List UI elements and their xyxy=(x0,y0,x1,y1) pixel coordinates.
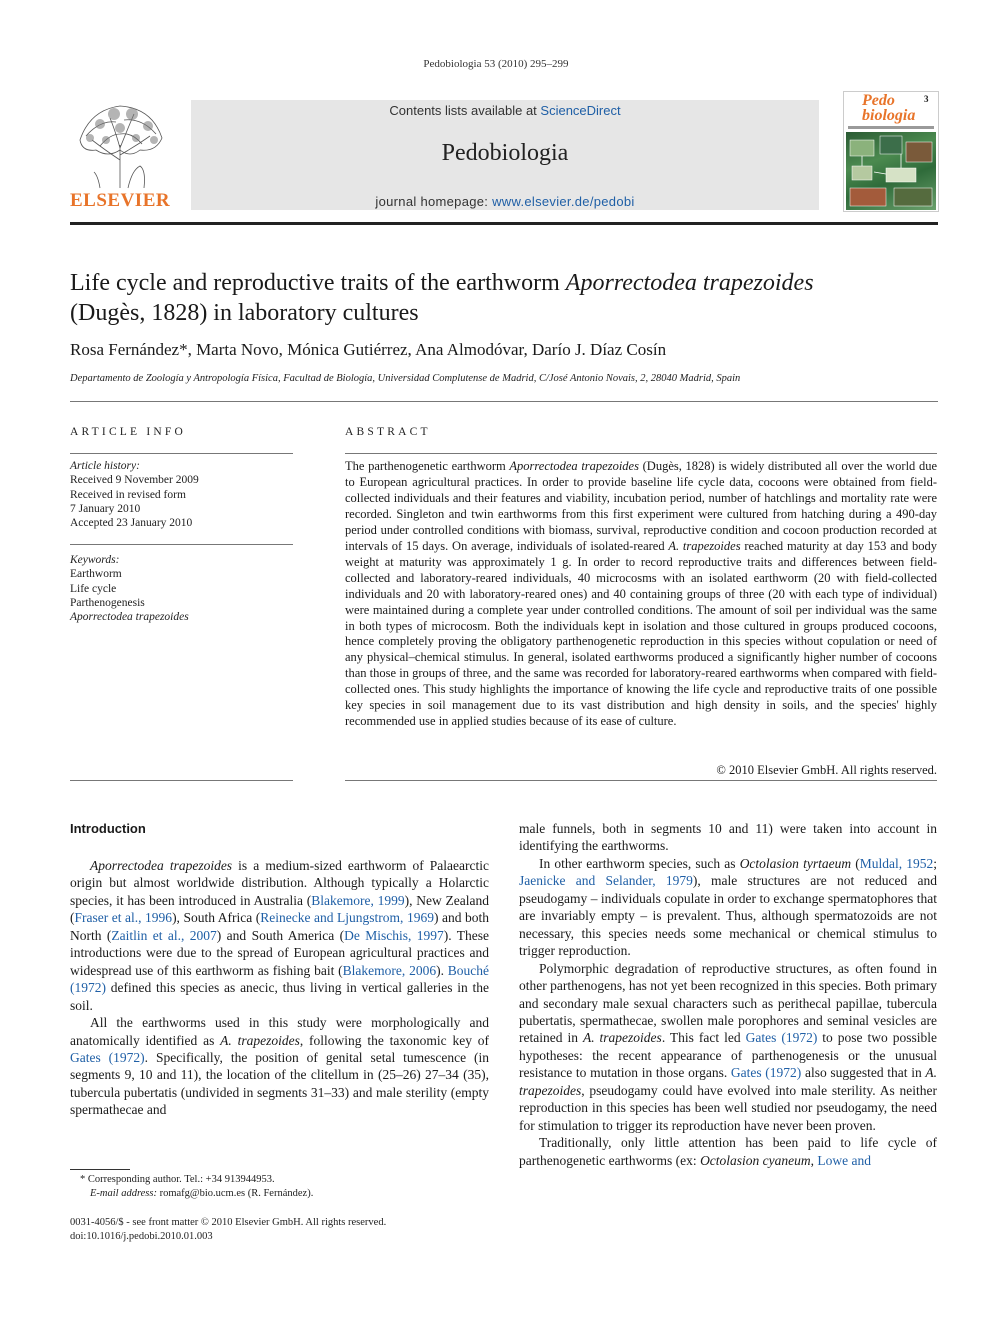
cover-image xyxy=(846,132,936,210)
species-name: Octolasion cyaneum xyxy=(700,1152,811,1168)
cover-title-line1: Pedo xyxy=(862,92,895,109)
right-column xyxy=(519,820,937,1169)
footnote-rule xyxy=(70,1169,130,1170)
intro-paragraph-5 xyxy=(519,1134,937,1169)
species-name: Octolasion tyrtaeum xyxy=(739,855,852,871)
text-run: Polymorphic degradation of reproductive structures, as often found in other parthenogens, has not yet been recognized in this species. Both primary and secondary male sexual characters such as perithecal papillae, tubercula pubertatis, spermathecae, swollen male porophores and seminal vesicles are retained in xyxy=(519,960,938,1046)
abstract-part: The parthenogenetic earthworm xyxy=(345,459,510,473)
reference-link[interactable]: Lowe and xyxy=(817,1152,872,1168)
text-run: ) and both North ( xyxy=(70,910,489,943)
reference-link[interactable]: Blakemore, 2006 xyxy=(342,962,437,978)
article-info-bottom-rule xyxy=(70,780,293,781)
publisher-name: ELSEVIER xyxy=(70,190,171,211)
title-line2: (Dugès, 1828) in laboratory cultures xyxy=(70,300,419,326)
text-run: ), South Africa ( xyxy=(172,910,261,926)
cover-issue: 3 xyxy=(924,94,929,104)
text-run: . Specifically, the position of genital setal tumescence (in segments 9, 10 and 11), the location of the clitellum in (25–26) 27–34 (35), tubercula pubertatis (undivided in segments 31–33) and male sterility (empty spermathecae and xyxy=(70,1049,490,1118)
text-run: also suggested that in xyxy=(801,1065,926,1081)
footnote xyxy=(70,1173,489,1201)
journal-banner xyxy=(191,100,819,210)
doi-link[interactable]: doi:10.1016/j.pedobi.2010.01.003 xyxy=(70,1231,213,1242)
reference-link[interactable]: Gates (1972) xyxy=(70,1049,145,1065)
text-run: ). xyxy=(436,962,448,978)
abstract-copyright: © 2010 Elsevier GmbH. All rights reserved. xyxy=(716,763,937,777)
homepage-prefix: journal homepage: xyxy=(375,194,493,209)
species-name: A. trapezoides xyxy=(519,1065,937,1098)
corresponding-author-note xyxy=(70,1173,489,1187)
tree-icon xyxy=(70,100,170,190)
intro-paragraph-2 xyxy=(70,1014,489,1119)
intro-paragraph-4 xyxy=(519,960,937,1135)
keyword: Parthenogenesis xyxy=(70,596,145,609)
reference-link[interactable]: Gates (1972) xyxy=(730,1065,802,1081)
email-label: E-mail address: xyxy=(90,1188,157,1199)
text-run: defined this species as anecic, thus living in vertical galleries in the soil. xyxy=(70,980,489,1013)
text-run: ). These introductions were due to the spread of European agricultural practices and widespread use of this earthworm as fishing bait ( xyxy=(70,927,489,978)
email-note xyxy=(70,1187,489,1201)
accepted-date: Accepted 23 January 2010 xyxy=(70,517,193,530)
abstract-part: (Dugès, 1828) is widely distributed all over the world due to European agricultural practices. In order to provide baseline life cycle data, cocoons were obtained from field-collected individuals and their features and viability, incubation period, number of hatchlings and mortality rate were recorded. Singleton and twin earthworms from this first experiment were cultured from hatching during a 490-day period under controlled conditions with biomass, survival, reproductive condition and cocoon production recorded at intervals of 15 days. On average, individuals of isolated-reared xyxy=(345,459,937,553)
article-title xyxy=(70,268,938,328)
abstract-heading: ABSTRACT xyxy=(345,426,431,438)
title-species: Aporrectodea trapezoides xyxy=(565,270,814,296)
intro-paragraph-1 xyxy=(70,857,489,1014)
corresponding-author-link[interactable]: * xyxy=(179,340,188,359)
text-run: is a medium-sized earthworm of Palaearctic origin but almost worldwide distribution. Although typically a Holarctic species, it has been introduced in Australia ( xyxy=(70,858,490,908)
text-run: , xyxy=(810,1152,818,1168)
revised-label: Received in revised form xyxy=(70,488,186,501)
cover-title-line2: biologia xyxy=(862,107,916,124)
received-date: Received 9 November 2009 xyxy=(70,474,199,487)
reference-link[interactable]: De Mischis, 1997 xyxy=(344,927,444,943)
text-run: ), New Zealand ( xyxy=(70,892,490,926)
reference-link[interactable]: Bouché (1972) xyxy=(70,962,490,996)
text-run: ( xyxy=(851,855,860,871)
sciencedirect-link[interactable]: ScienceDirect xyxy=(540,103,621,118)
reference-link[interactable]: Jaenicke and Selander, 1979 xyxy=(519,873,693,889)
elsevier-logo[interactable] xyxy=(70,100,170,212)
intro-paragraph-2-cont: male funnels, both in segments 10 and 11) were taken into account in identifying the earthworms. xyxy=(519,821,937,854)
cover-subtitle-bar xyxy=(848,126,934,129)
keyword: Life cycle xyxy=(70,582,117,595)
text-run: ), male structures are not reduced and pseudogamy – individuals copulate in order to exchange spermatophores that are invariably empty – is prevalent. Thus, although spermatozoids are not necessary, this species needs some mechanical or chemical stimulus to trigger reproduction. xyxy=(519,873,937,959)
keywords-block xyxy=(70,553,293,624)
cover-title xyxy=(862,93,915,123)
journal-citation: Pedobiologia 53 (2010) 295–299 xyxy=(423,58,569,70)
abstract-species: A. trapezoides xyxy=(668,538,741,553)
reference-link[interactable]: Fraser et al., 1996 xyxy=(74,910,173,926)
abstract-rule xyxy=(345,453,937,454)
footnote-text: Corresponding author. Tel.: +34 913944953. xyxy=(85,1174,275,1185)
text-run: All the earthworms used in this study were morphologically and anatomically identified as xyxy=(70,1015,489,1048)
email-address[interactable]: romafg@bio.ucm.es (R. Fernández). xyxy=(156,1188,314,1199)
author-rest: , Marta Novo, Mónica Gutiérrez, Ana Almodóvar, Darío J. Díaz Cosín xyxy=(187,340,667,359)
abstract-part: reached maturity at day 153 and body weight at maturity was approximately 1 g. In order to record reproductive traits and differences between field-collected and laboratory-reared individuals, 40 microcosms with an isolated earthworm (20 with field-collected individuals and 20 with laboratory-reared ones) and 40 containing groups of three (20 with each type of individual) were maintained during a complete year under controlled conditions. The amount of soil per individual was the same in both types of microcosm. Both the individuals kept in isolation and those cultured in groups produced cocoons, hence completely proving the obligatory parthenogenetic reproduction in this species without copulation or need of any physical–chemical stimulus. In general, isolated earthworms produced a significantly higher number of cocoons than those in groups of three, and the same was recorded for laboratory-reared earthworms when compared with field-collected ones. This study highlights the importance of knowing the life cycle and reproductive traits of one possible key species in soil management due to its vast distribution and high density in soils, and the species' highly recommended use in applied studies because of its ease of culture. xyxy=(345,538,938,729)
abstract-bottom-rule xyxy=(345,780,937,781)
abstract-species: Aporrectodea trapezoides xyxy=(509,459,639,473)
text-run: , following the taxonomic key of xyxy=(299,1032,490,1048)
species-name: Aporrectodea trapezoides xyxy=(90,858,233,873)
front-matter xyxy=(70,1216,550,1244)
intro-paragraph-3 xyxy=(519,855,937,960)
affiliation: Departamento de Zoología y Antropología Física, Facultad de Biología, Universidad Complutense de Madrid, C/José Antonio Novais, 2, 28040 Madrid, Spain xyxy=(70,373,741,384)
text-run: ; xyxy=(933,855,938,871)
revised-date: 7 January 2010 xyxy=(70,502,141,515)
species-name: A. trapezoides xyxy=(582,1030,662,1046)
keyword: Aporrectodea trapezoides xyxy=(70,611,189,624)
contents-line xyxy=(191,103,819,118)
keywords-rule xyxy=(70,544,293,545)
homepage-link[interactable]: www.elsevier.de/pedobi xyxy=(492,194,635,209)
species-name: A. trapezoides xyxy=(220,1032,300,1048)
reference-link[interactable]: Gates (1972) xyxy=(745,1030,818,1046)
article-history xyxy=(70,459,293,530)
text-run: ) and South America ( xyxy=(216,927,345,943)
title-prefix: Life cycle and reproductive traits of the earthworm xyxy=(70,270,566,296)
text-run: Traditionally, only little attention has been paid to life cycle of parthenogenetic earthworms (ex: xyxy=(519,1135,937,1168)
reference-link[interactable]: Reinecke and Ljungstrom, 1969 xyxy=(260,910,434,926)
left-column xyxy=(70,857,489,1119)
article-info-rule xyxy=(70,453,293,454)
keywords-label: Keywords: xyxy=(70,554,120,566)
issn-line: 0031-4056/$ - see front matter © 2010 Elsevier GmbH. All rights reserved. xyxy=(70,1217,387,1228)
history-label: Article history: xyxy=(70,460,140,472)
homepage-line xyxy=(191,194,819,209)
title-rule xyxy=(70,401,938,402)
journal-cover[interactable] xyxy=(843,91,939,212)
text-run: . This fact led xyxy=(661,1030,746,1046)
author-list xyxy=(70,340,938,360)
abstract-text xyxy=(345,459,937,730)
keyword: Earthworm xyxy=(70,568,122,581)
introduction-heading: Introduction xyxy=(70,821,146,836)
reference-link[interactable]: Zaitlin et al., 2007 xyxy=(111,927,217,943)
cover-diagram-icon xyxy=(846,132,936,210)
article-info-heading: ARTICLE INFO xyxy=(70,426,186,438)
header-rule xyxy=(70,222,938,225)
reference-link[interactable]: Blakemore, 1999 xyxy=(311,892,405,908)
text-run: to pose two possible hypotheses: the recent appearance of parthenogenesis or the unusual resistance to mutation in those organs. xyxy=(519,1030,938,1081)
text-run: , pseudogamy could have evolved into male sterility. As neither reproduction in this species has been well studied nor pseudogamy, the need for stimulation to trigger its reproduction have never been proven. xyxy=(519,1082,937,1133)
contents-prefix: Contents lists available at xyxy=(389,103,541,118)
journal-title: Pedobiologia xyxy=(441,140,569,166)
author-first[interactable]: Rosa Fernández xyxy=(70,340,180,359)
footnote-marker: * xyxy=(80,1174,86,1185)
text-run: In other earthworm species, such as xyxy=(539,855,740,871)
reference-link[interactable]: Muldal, 1952 xyxy=(859,855,934,871)
